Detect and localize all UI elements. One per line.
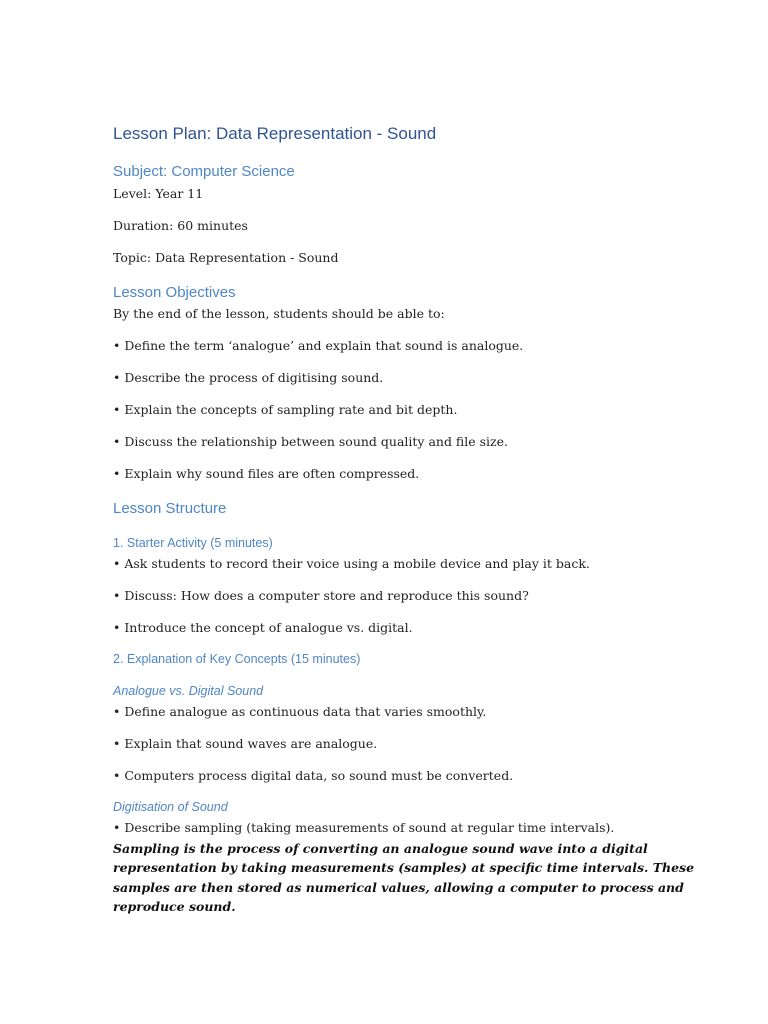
analogue-item: • Explain that sound waves are analogue. [113, 736, 378, 751]
starter-heading: 1. Starter Activity (5 minutes) [113, 536, 273, 550]
topic-text: Topic: Data Representation - Sound [113, 250, 339, 265]
objectives-heading: Lesson Objectives [113, 284, 236, 301]
document-title: Lesson Plan: Data Representation - Sound [113, 124, 437, 143]
level-text: Level: Year 11 [113, 186, 204, 201]
starter-item: • Ask students to record their voice using a mobile device and play it back. [113, 556, 590, 571]
definition-line: samples are then stored as numerical values, allowing a computer to process and [113, 879, 684, 895]
analogue-item: • Computers process digital data, so sound must be converted. [113, 768, 514, 783]
objectives-intro: By the end of the lesson, students should be able to: [113, 306, 445, 321]
duration-text: Duration: 60 minutes [113, 218, 248, 233]
objective-item: • Describe the process of digitising sound. [113, 370, 384, 385]
analogue-item: • Define analogue as continuous data that varies smoothly. [113, 704, 487, 719]
objective-item: • Define the term ‘analogue’ and explain that sound is analogue. [113, 338, 524, 353]
objective-item: • Explain why sound files are often compressed. [113, 466, 420, 481]
starter-item: • Introduce the concept of analogue vs. digital. [113, 620, 413, 635]
structure-heading: Lesson Structure [113, 500, 227, 517]
explanation-heading: 2. Explanation of Key Concepts (15 minutes) [113, 652, 361, 666]
objective-item: • Explain the concepts of sampling rate and bit depth. [113, 402, 458, 417]
objective-item: • Discuss the relationship between sound quality and file size. [113, 434, 509, 449]
digitisation-heading: Digitisation of Sound [113, 800, 228, 814]
starter-item: • Discuss: How does a computer store and reproduce this sound? [113, 588, 529, 603]
sampling-definition [113, 839, 695, 916]
analogue-digital-heading: Analogue vs. Digital Sound [113, 684, 264, 698]
definition-line: representation by taking measurements (samples) at specific time intervals. These [113, 860, 695, 876]
digitisation-item: • Describe sampling (taking measurements of sound at regular time intervals). [113, 820, 615, 835]
subject-heading: Subject: Computer Science [113, 163, 295, 180]
definition-line: Sampling is the process of converting an analogue sound wave into a digital [113, 841, 648, 856]
definition-line: reproduce sound. [113, 898, 236, 914]
